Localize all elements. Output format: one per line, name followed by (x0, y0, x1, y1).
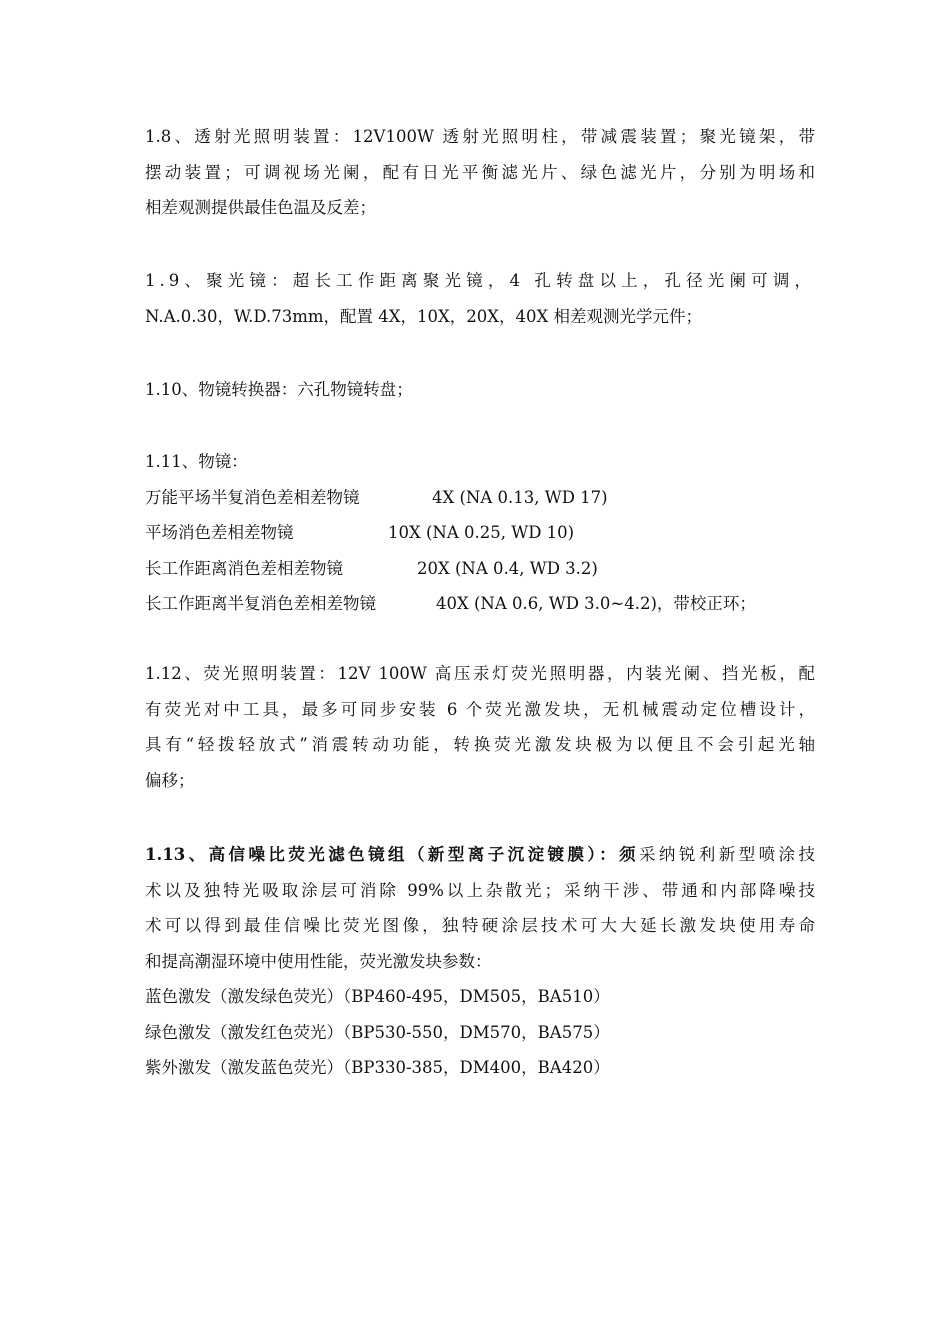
objective-name: 平场消色差相差物镜 (145, 523, 294, 542)
objective-spec: 20X (NA 0.4, WD 3.2) (417, 558, 598, 578)
text-line: 术可以得到最佳信噪比荧光图像，独特硬涂层技术可大大延长激发块使用寿命 (145, 916, 815, 935)
text-line (145, 837, 815, 873)
section-1-13 (145, 837, 815, 1086)
section-1-12 (145, 656, 815, 798)
text-line: 术以及独特光吸取涂层可消除 99%以上杂散光；采纳干涉、带通和内部降噪技 (145, 880, 815, 900)
section-heading-bold: 1.13、高信噪比荧光滤色镜组（新型离子沉淀镀膜）：须 (145, 845, 639, 864)
objective-name: 万能平场半复消色差相差物镜 (145, 487, 360, 507)
text-line: 有荧光对中工具，最多可同步安装 6 个荧光激发块，无机械震动定位槽设计， (145, 699, 815, 719)
section-1-9 (145, 263, 815, 334)
text-line: 偏移； (145, 770, 195, 790)
section-1-10 (145, 372, 815, 408)
text-line: 1.12、荧光照明装置：12V 100W 高压汞灯荧光照明器，内装光阑、挡光板，配 (145, 664, 815, 683)
text-line: 相差观测提供最佳色温及反差； (145, 198, 376, 217)
section-heading: 1.11、物镜： (145, 452, 248, 471)
section-1-11 (145, 444, 815, 622)
objective-spec: 4X (NA 0.13, WD 17) (432, 487, 608, 507)
objective-row (145, 515, 815, 551)
objective-row (145, 586, 815, 622)
objective-spec: 40X (NA 0.6, WD 3.0~4.2)，带校正环； (436, 594, 756, 613)
text-line: 1.9、聚光镜：超长工作距离聚光镜，4 孔转盘以上，孔径光阑可调， (145, 271, 815, 290)
filter-cube-line: 蓝色激发（激发绿色荧光）（BP460-495，DM505，BA510） (145, 987, 610, 1006)
objective-row (145, 551, 815, 587)
text-line: 1.8、透射光照明装置：12V100W 透射光照明柱，带减震装置；聚光镜架，带 (145, 127, 815, 146)
text-line: 摆动装置；可调视场光阑，配有日光平衡滤光片、绿色滤光片，分别为明场和 (145, 162, 815, 182)
objective-row (145, 480, 815, 516)
objective-spec: 10X (NA 0.25, WD 10) (388, 523, 575, 542)
filter-cube-line: 绿色激发（激发红色荧光）（BP530-550，DM570，BA575） (145, 1022, 610, 1042)
section-1-8 (145, 119, 815, 226)
text-line: 和提高潮湿环境中使用性能，荧光激发块参数： (145, 951, 492, 971)
objective-name: 长工作距离半复消色差相差物镜 (145, 594, 376, 613)
heading-rest: 采纳锐利新型喷涂技 (638, 845, 815, 864)
filter-cube-line: 紫外激发（激发蓝色荧光）（BP330-385，DM400，BA420） (145, 1058, 610, 1077)
objective-name: 长工作距离消色差相差物镜 (145, 558, 343, 578)
text-line: 具有“轻拨轻放式”消震转动功能，转换荧光激发块极为以便且不会引起光轴 (145, 735, 815, 754)
text-line: 1.10、物镜转换器：六孔物镜转盘； (145, 380, 413, 399)
text-line: N.A.0.30，W.D.73mm，配置 4X，10X，20X，40X 相差观测光学元件； (145, 306, 702, 326)
